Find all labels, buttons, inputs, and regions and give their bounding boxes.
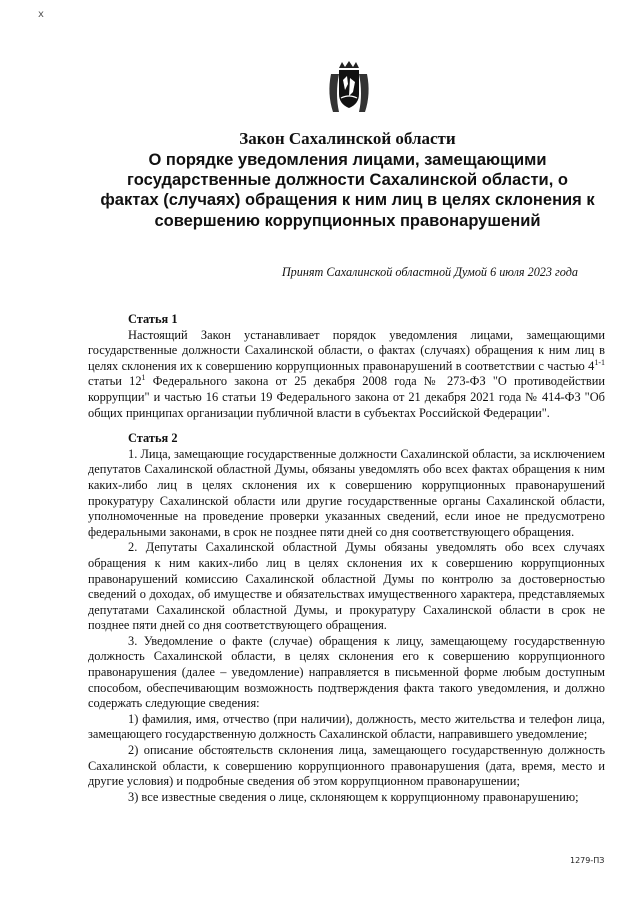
article-1-text-c: Федерального закона от 25 декабря 2008 года № 273-ФЗ "О противодействии коррупции" и частью 16 статьи 19 Федерального закона от 21 декабря 2021 года № 414-ФЗ "Об общих принципах организации публичной власти в субъектах Российской Федерации". (88, 374, 606, 420)
article-2-paragraph-3: 3. Уведомление о факте (случае) обращения к лицу, замещающему государственную должность Сахалинской области, в целях склонения его к совершению коррупционного правонарушения (далее – уведомление) направляется в письменной форме любым доступным способом, обеспечивающим возможность подтверждения факта такого уведомления, и должно содержать следующие сведения: (88, 633, 605, 711)
article-2-item-1: 1) фамилия, имя, отчество (при наличии), должность, место жительства и телефон лица, замещающего государственную должность Сахалинской области, направившего уведомление; (88, 711, 605, 742)
document-code: 1279-ПЗ (570, 856, 605, 865)
article-1-text-a: Настоящий Закон устанавливает порядок уведомления лицами, замещающими государственные должности Сахалинской области, о фактах (случаях) обращения к ним лиц в целях склонения их к совершению коррупционных правонарушений в соответствии с частью 4 (88, 327, 605, 373)
article-1-heading: Статья 1 (128, 312, 178, 326)
article-2-heading: Статья 2 (128, 431, 178, 446)
article-2-paragraph-2: 2. Депутаты Сахалинской областной Думы обязаны уведомлять обо всех случаях обращения к ним каких-либо лиц в целях склонения их к совершению коррупционных правонарушений комиссию Сахалинской областной Думы по контролю за достоверностью сведений о доходах, об имуществе и обязательствах имущественного характера, представляемых депутатами Сахалинской областной Думы, и прокуратуру Сахалинской области в срок не позднее пяти дней со дня соответствующего обращения. (88, 540, 605, 633)
article-2-item-2: 2) описание обстоятельств склонения лица, замещающего государственную должность Сахалинской области, к совершению коррупционного правонарушения (дата, время, место и другие условия) и подробные сведения об этом коррупционном правонарушении; (88, 743, 605, 789)
sakhalin-coat-of-arms-emblem (325, 60, 373, 114)
law-subject-title: О порядке уведомления лицами, замещающими государственные должности Сахалинской области, о фактах (случаях) обращения к ним лиц в целях склонения к совершению коррупционных правонарушений (100, 151, 595, 230)
article-1-paragraph (88, 328, 605, 422)
article-2-item-3: 3) все известные сведения о лице, склоняющем к коррупционному правонарушению; (128, 789, 579, 804)
law-body (88, 312, 605, 805)
article-1-sup-a: 1-1 (594, 357, 605, 367)
corner-mark: x (38, 9, 44, 20)
article-1-sup-b: 1 (141, 373, 146, 383)
law-title: Закон Сахалинской области (239, 129, 456, 148)
adoption-note: Принят Сахалинской областной Думой 6 июля 2023 года (281, 265, 578, 279)
article-2-paragraph-1: 1. Лица, замещающие государственные должности Сахалинской области, за исключением депутатов Сахалинской областной Думы, обязаны уведомлять обо всех фактах обращения к ним каких-либо лиц в целях склонения их к совершению коррупционных правонарушений прокуратуру Сахалинской области или другие государственные органы Сахалинской области, уполномоченные на проведение проверки указанных сведений, если иное не предусмотрено федеральными законами, в срок не позднее пяти дней со дня соответствующего обращения. (88, 446, 605, 539)
title-block (100, 128, 595, 231)
article-1-text-b: статьи 12 (88, 374, 142, 389)
